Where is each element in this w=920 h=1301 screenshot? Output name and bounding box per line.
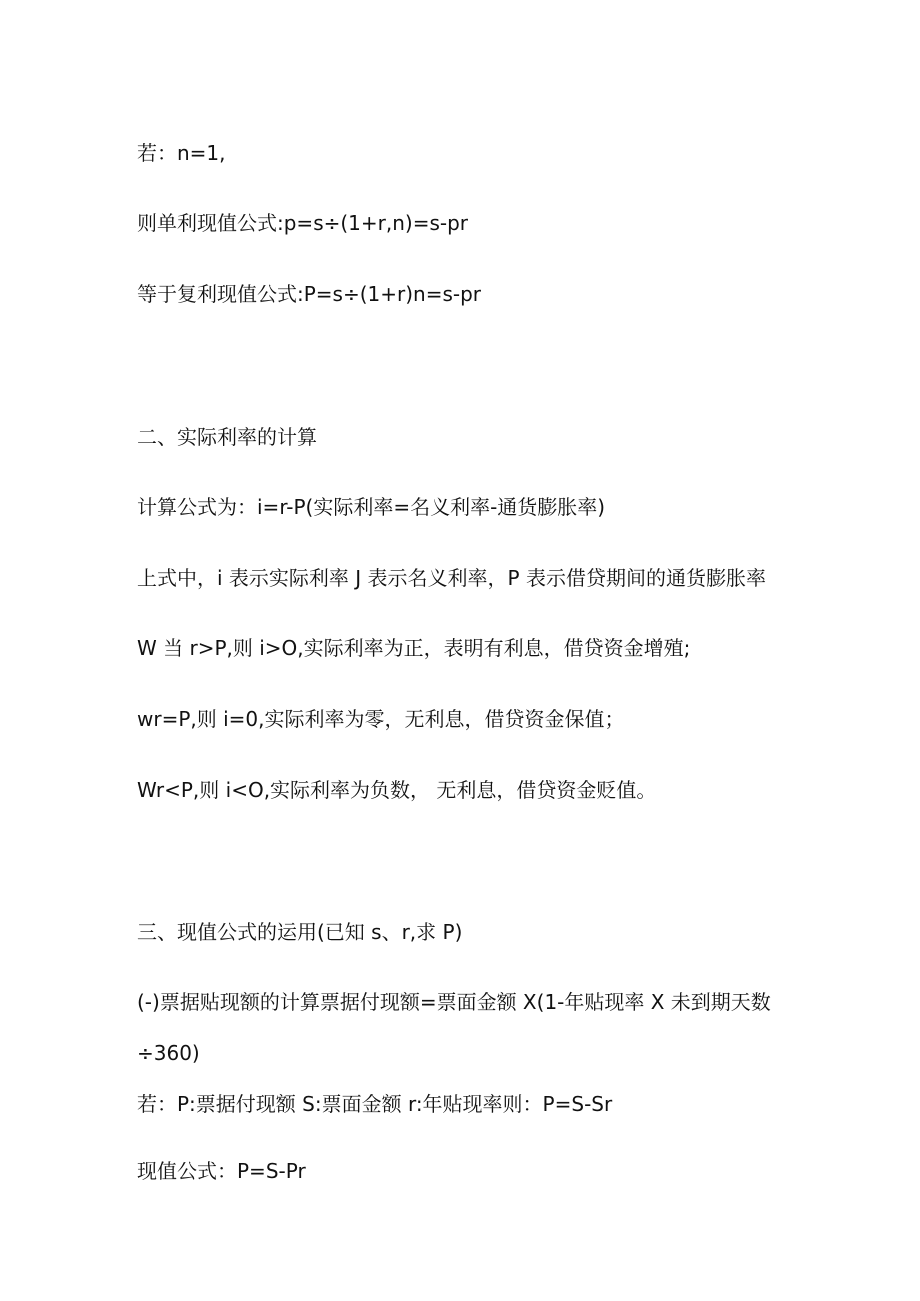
section-heading: 二、实际利率的计算	[137, 425, 317, 449]
text-line: 若：P:票据付现额 S:票面金额 r:年贴现率则：P=S-Sr	[137, 1092, 613, 1116]
text-line: 则单利现值公式:p=s÷(1+r,n)=s-pr	[137, 211, 469, 235]
text-line: 计算公式为：i=r-P(实际利率=名义利率-通货膨胀率)	[137, 495, 606, 519]
section-heading: 三、现值公式的运用(已知 s、r,求 P)	[137, 920, 463, 944]
text-line: ÷360)	[137, 1041, 200, 1065]
text-line: Wr<P,则 i<O,实际利率为负数， 无利息，借贷资金贬值。	[137, 778, 657, 802]
text-line: 等于复利现值公式:P=s÷(1+r)n=s-pr	[137, 282, 482, 306]
text-line: 若：n=1,	[137, 141, 226, 165]
text-line: (-)票据贴现额的计算票据付现额=票面金额 X(1-年贴现率 X 未到期天数	[137, 990, 771, 1014]
text-line: wr=P,则 i=0,实际利率为零，无利息，借贷资金保值；	[137, 707, 625, 731]
text-line: 现值公式：P=S-Pr	[137, 1159, 306, 1183]
text-line: W 当 r>P,则 i>O,实际利率为正，表明有利息，借贷资金增殖;	[137, 636, 691, 660]
text-line: 上式中，i 表示实际利率 J 表示名义利率，P 表示借贷期间的通货膨胀率	[137, 566, 766, 590]
